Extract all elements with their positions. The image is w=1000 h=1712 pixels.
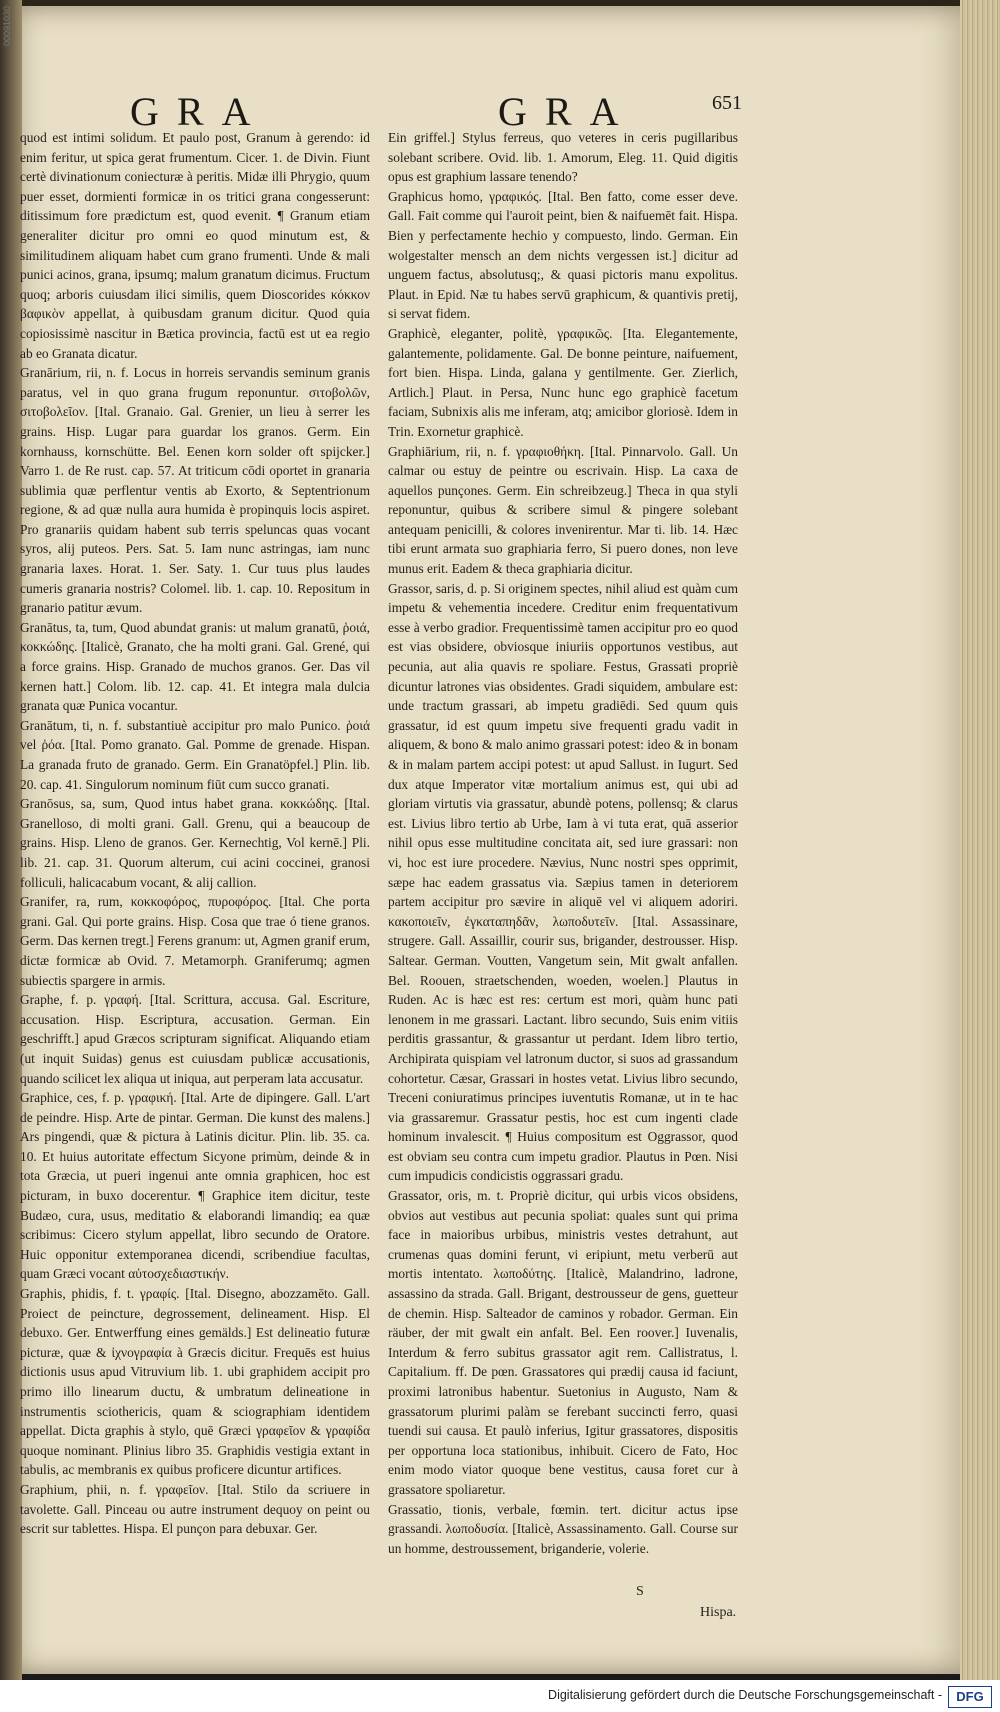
entry-graphicus: Graphicus homo, γραφικός. [Ital. Ben fatto, come esser deve. Gall. Fait comme qui l'auroit peint, bien & naifuemēt fait. Hispa. Bien y perfectamente hechio y compuesto, lindo. German. Ein wolgestalter mensch an dem nichts vergessen ist.] dicitur ad unguem factus, absolutusq;, & quasi pictoris manu expolitus. Plaut. in Epid. Næ tu habes servū graphicum, & quantivis pretij, si servat fidem. <box>388 188 738 322</box>
book-gutter <box>0 0 22 1680</box>
entry-graphice: Graphice, ces, f. p. γραφική. [Ital. Arte de dipingere. Gall. L'art de peindre. Hisp. Arte de pintar. German. Die kunst des malens.] Ars pingendi, quæ & pictura à Latinis dicitur. Plin. lib. 35. ca. 10. Et huius autoritate effectum Sicyone primùm, deinde & in tota Græcia, ut pueri ingenui ante omnia graphicen, hoc est picturam, in buxo docerentur. ¶ Graphice item dicitur, teste Budæo, cura, usus, meditatio & elaborandi limandiq; ea quæ scribimus: Cicero stylum appellat, libro secundo de Oratore. Huic opponitur extemporanea dicendi, scribendiue facultas, quam Græci vocant αὐτοσχεδιαστικήν. <box>20 1090 370 1282</box>
entry-granatum: Granātum, ti, n. f. substantiuè accipitur pro malo Punico. ῥοιά vel ῥόα. [Ital. Pomo granato. Gal. Pomme de grenade. Hispan. La granada fruto de granado. Germ. Ein Granatöpfel.] Plin. lib. 20. cap. 41. Singulorum nominum fiūt cum succo granati. <box>20 717 370 792</box>
left-column <box>20 128 370 1539</box>
catchword: Hispa. <box>700 1605 737 1620</box>
entry-grassor: Grassor, saris, d. p. Si originem spectes, nihil aliud est quàm cum impetu & vehementia incedere. Creditur enim frequentativum esse à verbo gradior. Frequentissimè tamen accipitur pro eo quod est vias obsidere, obviosque iniuriis opportunos vestibus, aut pecunia, aut alia quavis re spoliare. Festus, Grassati propriè dicuntur latrones vias obsidentes. Gradi siquidem, ambulare est: unde tractum grassari, ab impetu gradiēdi. Sed quum quis grassatur, id est quum impetu sive frequenti gradu vadit in aliquem, & bono & malo animo grassari potest: ideo & in bonam & in malam partem accipi potest: ut apud Sallust. in Iugurt. Sed dux atque Imperator vitæ mortalium animus est, qui ubi ad gloriam virtutis via grassatur, abundè potens, pollensq; & clarus est. Livius libro tertio ab Urbe, Iam à vi tuta erat, quā asserior nihil opus esse multitudine concitata ait, sed iure grassari: non vi, hoc est iure procedere. Nævius, Nunc nostri spes opprimit, sæpe hac eadem grassatus via. Sæpius tamen in deteriorem partem accipitur pro sævire in aliquē vel vi aliquem adoriri. κακοποιεῖν, ἐγκαταπηδᾶν, λωποδυτεῖν. [Ital. Assassinare, strugere. Gall. Assaillir, courir sus, brigander, destrousser. Hisp. Saltear. German. Voutten, Vangetum sein, Mit gwalt anfallen. Bel. Roouen, straetschenden, woeden, woelen.] Plautus in Ruden. Ac is hæc est res: certum est mori, quàm hunc pati lenonem in me grassari. Lactant. libro secundo, Suis enim vitiis perditis grassantur, & grassantur ut perdant. Idem libro tertio, Archipirata quispiam vel latronum ductor, si suos ad grassandum cohortetur. Cæsar, Grassari in hostes vetat. Livius libro secundo, Treceni coniuratimus principes iuventutis Romanæ, ut in te hac via grassaremur. Grassatur pestis, hoc est cum ingenti clade hominum invalescit. ¶ Huius compositum est Oggrassor, quod est obviam seu contra cum impetu gradior. Plautus in Pœn. Nisi cum impudicis condicistis oggrassari gradu. <box>388 580 738 1184</box>
digitization-footer <box>0 1680 1000 1712</box>
dfg-logo: DFG <box>948 1686 992 1708</box>
footer-credit-text: Digitalisierung gefördert durch die Deutsche Forschungsgemeinschaft - <box>548 1688 942 1702</box>
page-stack-edge <box>960 0 1000 1680</box>
entry-grassatio: Grassatio, tionis, verbale, fœmin. tert. dicitur actus ipse grassandi. λωποδυσία. [Italicè, Assassinamento. Gall. Course sur un homme, destroussement, briganderie, volerie. <box>388 1501 738 1556</box>
scan-code: 00091030 <box>2 6 12 47</box>
entry-graphe: Graphe, f. p. γραφή. [Ital. Scrittura, accusa. Gal. Escriture, accusation. Hisp. Escriptura, accusation. German. Ein geschrifft.] apud Græcos scripturam significat. Aliquando etiam (ut inquit Suidas) genus est cuiusdam publicæ accusationis, quando scilicet lex aliqua ut iniqua, aut perperam lata accusatur. <box>20 992 370 1086</box>
entry-graphium: Graphium, phii, n. f. γραφεῖον. [Ital. Stilo da scriuere in tavolette. Gall. Pinceau ou autre instrument dequoy on peint ou escrit sur tablettes. Hispa. El punçon para debuxar. Ger. <box>20 1481 370 1537</box>
entry-grassator: Grassator, oris, m. t. Propriè dicitur, qui urbis vicos obsidens, obvios aut vestibus aut pecunia spoliat: quales sunt qui prima face in maioribus urbibus, ministris vestes detrahunt, aut crumenas quas domini ferunt, vi eripiunt, metu verberū aut mortis intentato. λωποδύτης. [Italicè, Malandrino, ladrone, assassino da strada. Gall. Brigant, destrousseur de gens, guetteur de chemin. Hisp. Salteador de caminos y robador. German. Ein räuber, der mit gwalt ein anfalt. Bel. Een roover.] Iuvenalis, Interdum & ferro subitus grassator agit rem. Callistratus, l. Capitalium. ff. De pœn. Grassatores qui prædij causa id faciunt, proximi latronibus habentur. Suetonius in Augusto, Nam & grassatorum plurimi palàm se ferebant succincti ferro, quasi tuendi sui causa. Et paulò inferius, Igitur grassatores, dispositis per opportuna loca stationibus, inhibuit. Cicero de Fato, Hoc enim modo viator quoque bene vestitus, causa foret cur à grassatore spoliaretur. <box>388 1188 738 1497</box>
running-head-left: GRA <box>130 89 269 134</box>
entry-granum-cont: quod est intimi solidum. Et paulo post, Granum à gerendo: id enim feritur, ut spica gerat frumentum. Cicer. 1. de Divin. Fiunt certè divinationum coniecturæ à peritis. Midæ illi Phrygio, quum puer esset, dormienti formicæ in os tritici grana congesserunt: ditissimum fore prædictum est, quod evenit. ¶ Granum etiam generaliter dicitur pro omni eo quod minutum est, & similitudinem aliquam habet cum grano frumenti. Unde & mali punici acinos, grana, ipsumq; malum granatum dicimus. Fructum quoq; arboris cuiusdam ilici similis, quem Dioscorides κόκκον βαφικὸν appellat, à quibusdam granum dicitur. Quod quia copiosissimè nascitur in Bætica provincia, factū est ut ea regio ab eo Granata dicatur. <box>20 130 370 361</box>
entry-granosus: Granōsus, sa, sum, Quod intus habet grana. κοκκώδης. [Ital. Granelloso, di molti grani. Gall. Grenu, qui a beaucoup de grains. Hisp. Lleno de granos. Ger. Kernechtig, Vol kernē.] Pli. lib. 21. cap. 31. Quorum alterum, cui acini coccinei, granosi folliculi, halicacabum vocant, & alij callion. <box>20 796 370 890</box>
page-number: 651 <box>712 92 742 114</box>
right-column <box>388 128 738 1558</box>
running-head-right: GRA <box>498 89 637 134</box>
entry-graphium-cont: Ein griffel.] Stylus ferreus, quo veteres in ceris pugillaribus solebant scribere. Ovid. lib. 1. Amorum, Eleg. 11. Quid digitis opus est graphium lassare tenendo? <box>388 130 738 185</box>
signature-mark: S <box>636 1584 644 1599</box>
entry-granatus: Granātus, ta, tum, Quod abundat granis: ut malum granatū, ῥοιά, κοκκώδης. [Italicè, Granato, che ha molti grani. Gal. Grené, qui a force grains. Hisp. Granado de muchos granos. Ger. Das vil kernen hatt.] Colom. lib. 12. cap. 41. Et integra mala dulcia granata quæ Punica vocantur. <box>20 619 370 714</box>
entry-graphice-adv: Graphicè, eleganter, politè, γραφικῶς. [Ita. Elegantemente, galantemente, polidamente. Gal. De bonne peinture, naifuement, fort bien. Hispa. Linda, galana y gentilmente. Ger. Zierlich, Artlich.] Plaut. in Persa, Nunc hunc ego graphicè facetum faciam, Subnixis alis me inferam, atq; amicibor gloriosè. Idem in Trin. Exornetur graphicè. <box>388 325 738 439</box>
entry-graphis: Graphis, phidis, f. t. γραφίς. [Ital. Disegno, abozzamēto. Gall. Proiect de peincture, degrossement, delineament. Hisp. El debuxo. Ger. Entwerffung eines gemälds.] Est delineatio futuræ picturæ, quæ & ἰχνογραφία à Græcis dicitur. Frequēs est huius dictionis usus apud Vitruvium lib. 1. ubi graphidem accipit pro primo illo linearum ductu, & umbratum delineatione in instrumentis sciothericis, quam & sciographiam identidem appellat. Dicta graphis à stylo, quē Græci γραφεῖον & γραφίδα quoque nominant. Plinius libro 35. Graphidis vestigia extant in tabulis, ac membranis ex quibus proficere dicuntur artifices. <box>20 1286 370 1478</box>
entry-granifer: Granifer, ra, rum, κοκκοφόρος, πυροφόρος. [Ital. Che porta grani. Gal. Qui porte grains. Hisp. Cosa que trae ó tiene granos. Germ. Das kernen tregt.] Ferens granum: ut, Agmen granif erum, dictæ formicæ ab Ovid. 7. Metamorph. Graniferumq; agmen subiectis spargere in armis. <box>20 894 370 988</box>
entry-graphiarium: Graphiārium, rii, n. f. γραφιοθήκη. [Ital. Pinnarvolo. Gall. Un calmar ou estuy de peintre ou escrivain. Hisp. La caxa de aquellos punçones. Germ. Ein schreibzeug.] Theca in qua styli reponuntur, quibus & scribere simul & pingere solebant antequam penicilli, & colores invenirentur. Mar ti. lib. 14. Hæc tibi erunt armata suo graphiaria ferro, Si puero dones, non leve munus erit. Eadem & theca graphiaria dicitur. <box>388 443 738 577</box>
entry-granarium: Granārium, rii, n. f. Locus in horreis servandis seminum granis paratus, vel in quo grana frugum reponuntur. σιτοβολῶν, σιτοβολεῖον. [Ital. Granaio. Gal. Grenier, un lieu à serrer les grains. Hisp. Lugar para guardar los granos. Germ. Ein kornhauss, kornschütte. Bel. Eenen korn solder oft spijcker.] Varro 1. de Re rust. cap. 57. At triticum cōdi oportet in granaria sublimia quæ perflentur ventis ab Exorto, & Septentrionum regione, & ad quæ nulla aura humida è propinquis locis aspiret. Pro granariis quidam habent sub terris speluncas quas vocant syros, alij puteos. Pers. Sat. 5. Iam nunc astringas, iam nunc granaria laxes. Horat. 1. Ser. Saty. 1. Cur tuus plus laudes cumeris granaria nostris? Colomel. lib. 1. cap. 10. Repositum in granario patitur ævum. <box>20 365 370 616</box>
